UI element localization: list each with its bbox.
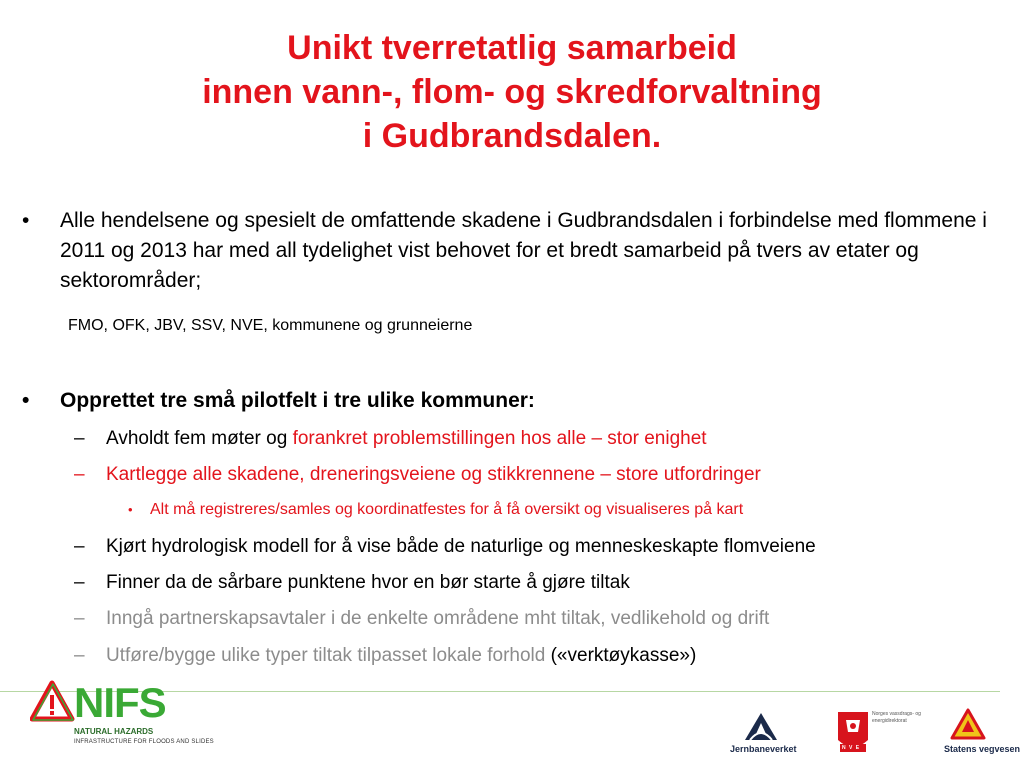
sub-bullet-4-marker: – <box>74 572 85 593</box>
bullet-1-text: Alle hendelsene og spesielt de omfattende skadene i Gudbrandsdalen i forbindelse med flommene i 2011 og 2013 har med all tydelighet vist behovet for et bredt samarbeid på tvers av etater og sektorområder; <box>60 209 987 292</box>
slide-title <box>60 26 964 158</box>
sub-sub-bullet-1-marker: • <box>128 502 133 517</box>
title-line-2: innen vann-, flom- og skredforvaltning <box>202 73 822 111</box>
sub-bullet-1-highlight: forankret problemstillingen hos alle – stor enighet <box>292 428 707 449</box>
sub-bullet-1-text: Avholdt fem møter og <box>106 428 293 449</box>
nifs-logo-text: NIFS <box>74 679 166 726</box>
sub-sub-bullet-1 <box>128 499 1010 521</box>
nifs-tagline: NATURAL HAZARDS <box>74 727 154 736</box>
sub-bullet-1 <box>74 426 1006 452</box>
sub-bullet-6-text: Utføre/bygge ulike typer tiltak tilpasset lokale forhold <box>106 645 546 666</box>
sub-bullet-6-suffix: («verktøykasse») <box>545 645 697 666</box>
sub-bullet-5 <box>74 606 1006 632</box>
bullet-1-marker: • <box>22 209 30 232</box>
statens-vegvesen-logo-icon <box>950 708 986 742</box>
jernbaneverket-label: Jernbaneverket <box>730 744 797 754</box>
statens-vegvesen-label: Statens vegvesen <box>944 744 1021 754</box>
sub-bullet-2-marker: – <box>74 464 85 485</box>
title-line-3: i Gudbrandsdalen. <box>362 117 662 155</box>
bullet-2-text: Opprettet tre små pilotfelt i tre ulike kommuner: <box>60 389 535 412</box>
sub-bullet-6-marker: – <box>74 645 85 666</box>
title-line-1: Unikt tverretatlig samarbeid <box>287 29 737 67</box>
bullet-2-marker: • <box>22 389 30 412</box>
sub-bullet-3-marker: – <box>74 536 85 557</box>
sub-bullet-3-text: Kjørt hydrologisk modell for å vise både de naturlige og menneskeskapte flomveiene <box>106 536 816 557</box>
nve-label: Norges vassdrags- og energidirektorat <box>872 711 921 724</box>
sub-sub-bullet-1-text: Alt må registreres/samles og koordinatfestes for å få oversikt og visualiseres på kart <box>150 501 744 518</box>
sub-bullet-5-text: Inngå partnerskapsavtaler i de enkelte områdene mht tiltak, vedlikehold og drift <box>106 608 770 629</box>
sub-bullet-2 <box>74 462 1006 488</box>
nifs-subtagline: INFRASTRUCTURE FOR FLOODS AND SLIDES <box>74 739 214 745</box>
bullet-2 <box>22 386 1005 416</box>
jernbaneverket-logo-icon <box>744 712 778 742</box>
bullet-1-note: FMO, OFK, JBV, SSV, NVE, kommunene og grunneierne <box>68 317 473 334</box>
sub-bullet-6 <box>74 643 1006 669</box>
nve-badge-text: N V E <box>842 745 861 751</box>
sub-bullet-3 <box>74 534 1006 560</box>
sub-bullet-1-marker: – <box>74 428 85 449</box>
sub-bullet-2-text: Kartlegge alle skadene, dreneringsveiene og stikkrennene – store utfordringer <box>106 464 761 485</box>
sub-bullet-4 <box>74 570 1006 596</box>
bullet-1 <box>22 206 1005 296</box>
sub-bullet-4-text: Finner da de sårbare punktene hvor en bør starte å gjøre tiltak <box>106 572 630 593</box>
sub-bullet-5-marker: – <box>74 608 85 629</box>
